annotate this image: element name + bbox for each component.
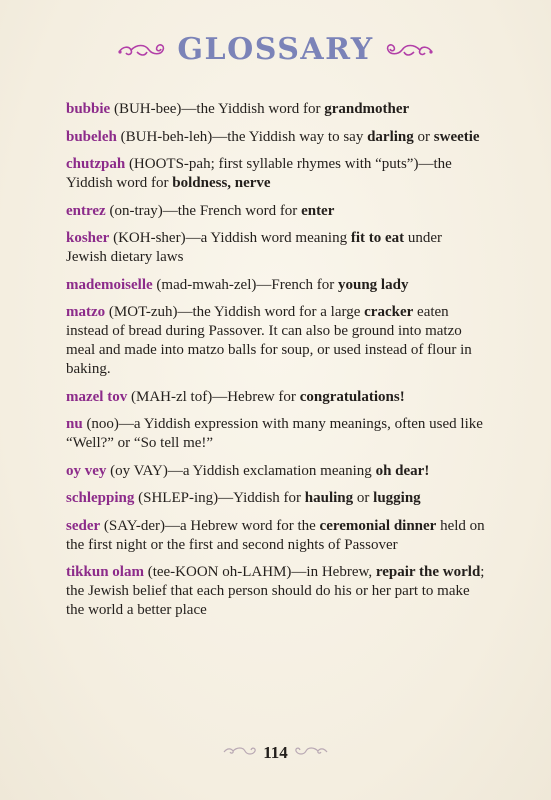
glossary-definition-text: (KOH-sher)—a Yiddish word meaning bbox=[109, 230, 351, 246]
glossary-definition-text: held on the first night or the first and second nights of Passover bbox=[66, 517, 485, 553]
glossary-definition-text: ; the Jewish belief that each person should do his or her part to make the world a better place bbox=[66, 564, 485, 618]
glossary-term: chutzpah bbox=[66, 156, 126, 172]
glossary-term: mademoiselle bbox=[66, 276, 153, 293]
glossary-highlight: repair the world bbox=[375, 564, 481, 580]
glossary-definition-text: or bbox=[353, 490, 374, 506]
glossary-entry bbox=[66, 276, 486, 295]
swirl-ornament-icon bbox=[384, 40, 434, 60]
glossary-definition-text: (BUH-beh-leh)—the Yiddish way to say bbox=[116, 128, 368, 145]
page-footer bbox=[0, 743, 551, 763]
glossary-highlight: ceremonial dinner bbox=[319, 517, 437, 534]
glossary-definition-text: (MAH-zl tof)—Hebrew for bbox=[127, 388, 300, 405]
page-number: 114 bbox=[263, 743, 288, 762]
swirl-ornament-left-svg bbox=[117, 40, 167, 60]
page-header bbox=[0, 30, 551, 70]
glossary-term: schlepping bbox=[66, 490, 135, 506]
glossary-entry bbox=[66, 489, 486, 508]
swirl-ornament-right-svg bbox=[384, 40, 434, 60]
glossary-term: seder bbox=[66, 517, 101, 534]
glossary-term: nu bbox=[66, 416, 83, 432]
footer-ornament-icon bbox=[223, 744, 257, 762]
glossary-entry bbox=[66, 462, 486, 481]
glossary-highlight: darling bbox=[367, 128, 414, 145]
glossary-highlight: young lady bbox=[338, 276, 409, 293]
glossary-entry bbox=[66, 388, 486, 407]
glossary-entry bbox=[66, 517, 486, 555]
glossary-entry bbox=[66, 415, 486, 453]
glossary-highlight: enter bbox=[301, 202, 335, 219]
glossary-entry bbox=[66, 563, 486, 620]
glossary-entry bbox=[66, 202, 486, 221]
glossary-definition-text: (tee-KOON oh-LAHM)—in Hebrew, bbox=[143, 564, 376, 580]
glossary-entry bbox=[66, 303, 486, 379]
glossary-highlight: fit to eat bbox=[350, 230, 405, 246]
glossary-highlight: grandmother bbox=[324, 101, 410, 117]
glossary-highlight: cracker bbox=[364, 304, 414, 320]
glossary-definition-text: (BUH-bee)—the Yiddish word for bbox=[110, 101, 325, 117]
glossary-entry bbox=[66, 155, 486, 193]
glossary-definition-text: (HOOTS-pah; first syllable rhymes with “puts”)—the Yiddish word for bbox=[66, 156, 452, 191]
glossary-highlight: sweetie bbox=[433, 128, 480, 145]
glossary-entry bbox=[66, 128, 486, 147]
glossary-definition-text: (oy VAY)—a Yiddish exclamation meaning bbox=[106, 462, 376, 479]
glossary-term: tikkun olam bbox=[66, 564, 144, 580]
footer-ornament-icon bbox=[294, 744, 328, 762]
glossary-highlight: boldness, nerve bbox=[172, 175, 271, 191]
glossary-term: bubbie bbox=[66, 101, 111, 117]
glossary-definition-text: (SAY-der)—a Hebrew word for the bbox=[100, 517, 320, 534]
glossary-definition-text: under Jewish dietary laws bbox=[66, 230, 443, 265]
glossary-term: bubeleh bbox=[66, 128, 117, 145]
glossary-term: oy vey bbox=[66, 462, 107, 479]
glossary-definition-text: (MOT-zuh)—the Yiddish word for a large bbox=[105, 304, 365, 320]
glossary-term: matzo bbox=[66, 304, 106, 320]
glossary-definition-text: (on-tray)—the French word for bbox=[105, 202, 302, 219]
swirl-ornament-icon bbox=[117, 40, 167, 60]
glossary-definition-text: eaten instead of bread during Passover. It can also be ground into matzo meal and made into matzo balls for soup, or used instead of flour in baking. bbox=[66, 304, 472, 377]
glossary-highlight: lugging bbox=[373, 490, 421, 506]
glossary-term: mazel tov bbox=[66, 388, 128, 405]
glossary-entry bbox=[66, 100, 486, 119]
glossary-entry bbox=[66, 229, 486, 267]
footer-ornament-left-svg bbox=[223, 745, 257, 757]
glossary-term: kosher bbox=[66, 230, 110, 246]
glossary-term: entrez bbox=[66, 202, 106, 219]
glossary-definition-text: (SHLEP-ing)—Yiddish for bbox=[134, 490, 305, 506]
glossary-definition-text: (mad-mwah-zel)—French for bbox=[152, 276, 338, 293]
page-title: GLOSSARY bbox=[177, 32, 374, 67]
footer-ornament-right-svg bbox=[294, 745, 328, 757]
glossary-highlight: oh dear! bbox=[375, 462, 430, 479]
glossary-highlight: hauling bbox=[304, 490, 354, 506]
glossary-definition-text: (noo)—a Yiddish expression with many meanings, often used like “Well?” or “So tell me!” bbox=[66, 416, 483, 451]
glossary-highlight: congratulations! bbox=[299, 388, 405, 405]
glossary-entries bbox=[66, 100, 486, 629]
glossary-definition-text: or bbox=[413, 128, 434, 145]
